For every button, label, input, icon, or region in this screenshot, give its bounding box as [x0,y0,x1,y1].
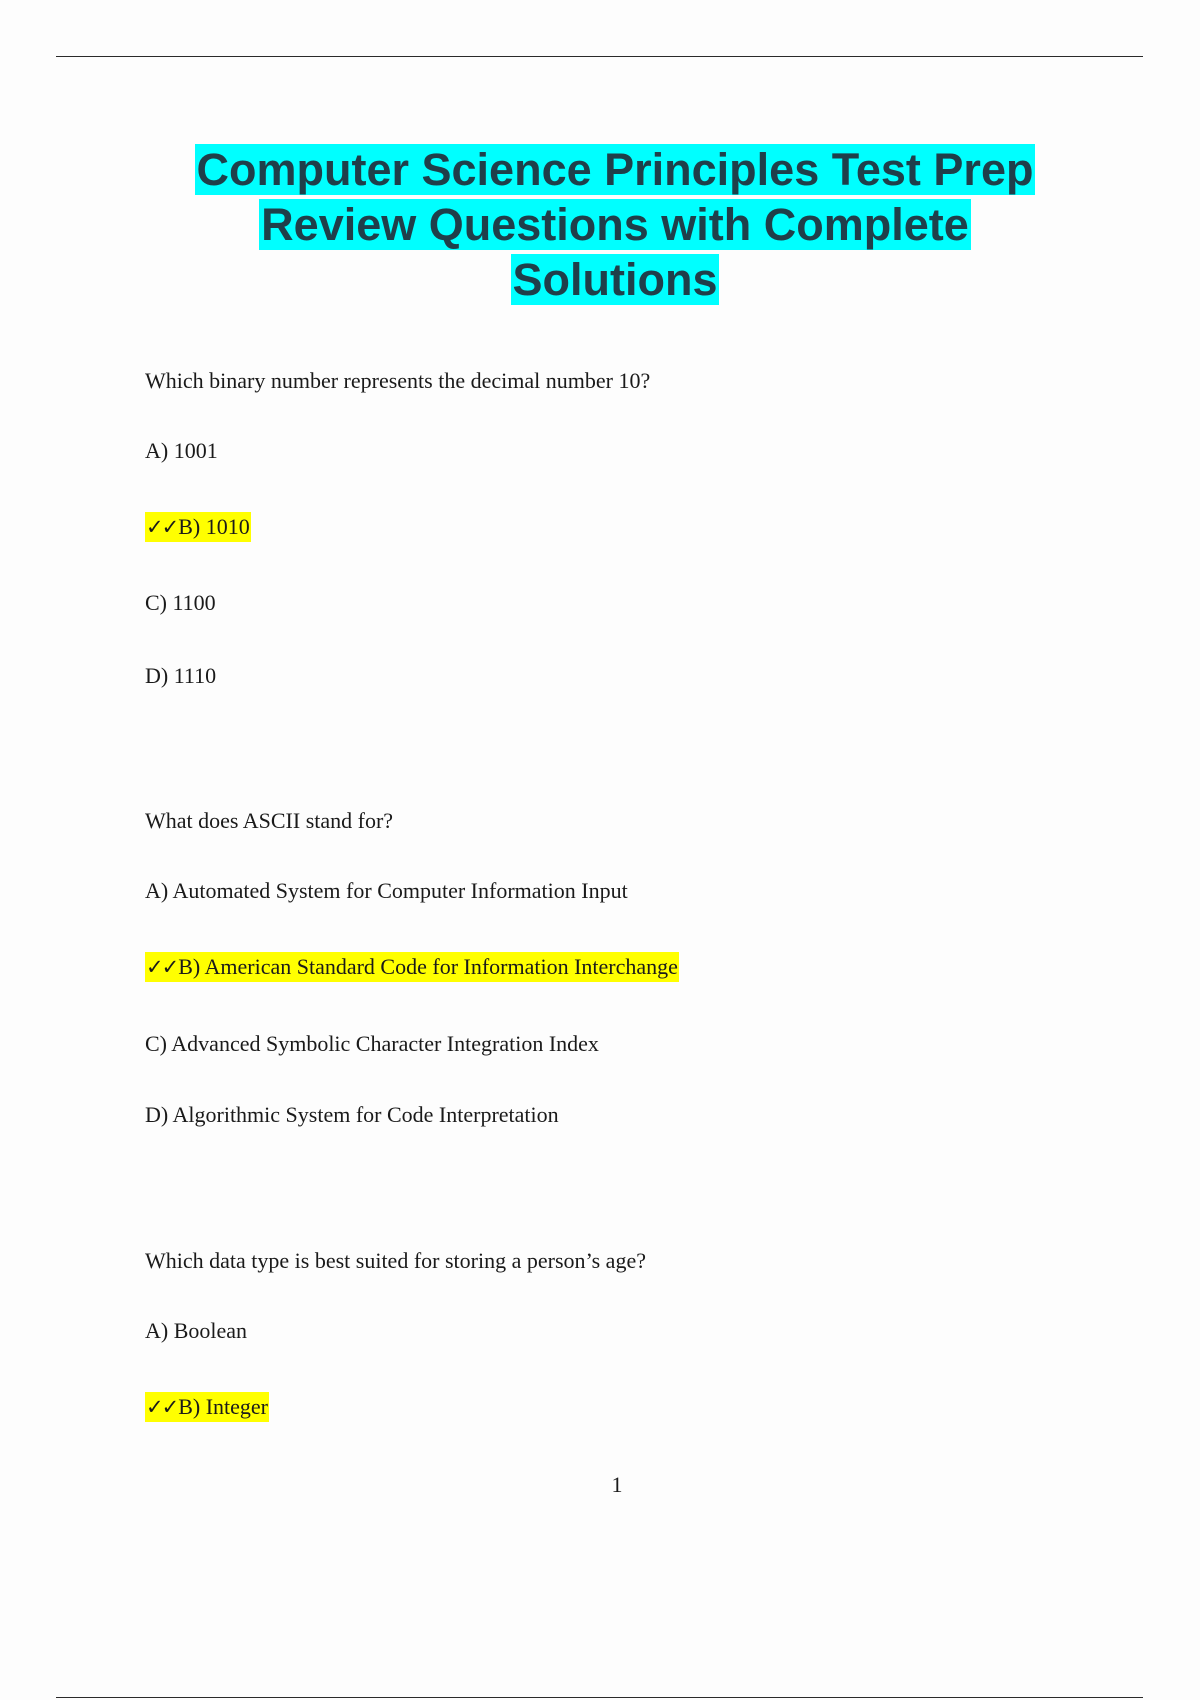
title-line-1: Computer Science Principles Test Prep [196,144,1034,195]
correct-answer-highlight [145,512,251,542]
check-mark-icon: ✓✓ [146,1395,178,1419]
footer-rule [56,1697,1143,1698]
question-1-option-a: A) 1001 [145,438,218,463]
answer-text: B) American Standard Code for Information Interchange [178,954,678,979]
header-rule [56,56,1143,57]
check-mark-icon: ✓✓ [146,955,178,979]
check-mark-icon: ✓✓ [146,515,178,539]
title-line-2: Review Questions with Complete [261,199,969,250]
question-3-option-b-correct [145,1392,269,1422]
question-3-prompt: Which data type is best suited for storing a person’s age? [145,1248,646,1273]
question-2-prompt: What does ASCII stand for? [145,808,394,833]
question-1-option-d: D) 1110 [145,663,217,688]
document-title [120,142,1110,307]
correct-answer-highlight [145,1392,269,1422]
question-2-option-a: A) Automated System for Computer Information Input [145,878,628,903]
question-3-option-a: A) Boolean [145,1318,248,1343]
question-1-option-b-correct [145,512,251,542]
answer-text: B) Integer [178,1394,268,1419]
page-number: 1 [611,1472,623,1497]
question-1-prompt: Which binary number represents the decimal number 10? [145,368,651,393]
title-line-3: Solutions [512,254,718,305]
question-2-option-d: D) Algorithmic System for Code Interpretation [145,1102,559,1127]
question-2-option-b-correct [145,952,679,982]
answer-text: B) 1010 [178,514,250,539]
question-1-option-c: C) 1100 [145,590,216,615]
question-2-option-c: C) Advanced Symbolic Character Integration Index [145,1031,599,1056]
correct-answer-highlight [145,952,679,982]
